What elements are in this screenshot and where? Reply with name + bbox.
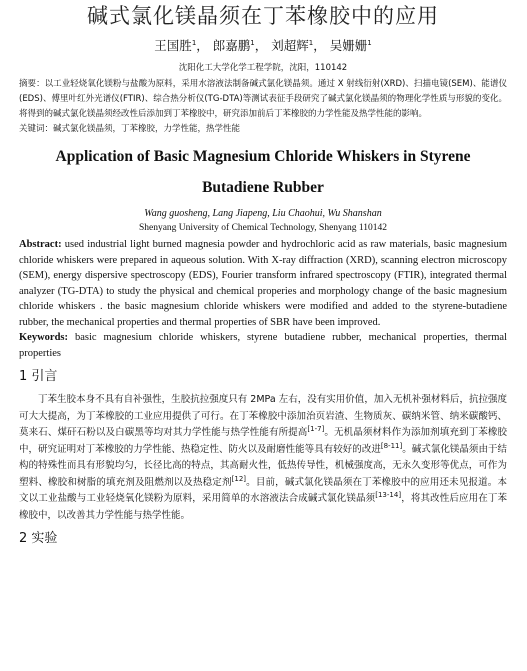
author-1-affil-mark: 1 (191, 38, 197, 47)
author-2: 郎嘉鹏 (212, 38, 251, 53)
section-1-paragraph (19, 392, 507, 524)
author-2-affil-mark: 1 (250, 38, 255, 47)
author-3-affil-mark: 1 (308, 38, 314, 47)
chinese-abstract-label: 摘要： (19, 79, 45, 89)
chinese-keywords-label: 关键词： (19, 124, 54, 134)
author-4: 吴姗姗 (329, 38, 368, 53)
section-1-text-part-1: 丁苯生胶本身不具有自补强性，生胶抗拉强度只有 2MPa 左右，没有实用价值，加入无机补强材料后，抗拉强度可大大提高，为丁苯橡胶的工业应用提供了可行。在丁苯橡胶中添加治页岩渣、生物质灰、碳纳米管、纳米碳酸钙、莫来石、煤矸石粉以及白碳黑等均对其力学性能与热学性能有所提高 (19, 394, 507, 438)
citation-ref-1: [1-7] (307, 424, 325, 433)
english-title-line-1: Application of Basic Magnesium Chloride Whiskers in Styrene (55, 148, 471, 165)
english-authors: Wang guosheng, Lang Jiapeng, Liu Chaohui, Wu Shanshan (144, 208, 382, 219)
author-3: 刘超辉 (271, 38, 309, 53)
section-1-text-part-2: 。无机晶须材料作为添加剂填充到丁苯橡胶中，研究证明对丁苯橡胶的力学性能、热稳定性、防火以及耐磨性能等具有较好的改进 (19, 427, 507, 455)
author-1: 王国胜 (154, 38, 192, 53)
english-affiliation: Shenyang University of Chemical Technology, Shenyang 110142 (138, 223, 388, 233)
citation-ref-3: [12] (231, 474, 247, 483)
english-title-line-2: Butadiene Rubber (202, 179, 324, 196)
chinese-authors: 王国胜$^1$， 郎嘉鹏$^1$， 刘超辉$^1$， 吴姗姗$^1$ (154, 38, 372, 53)
english-keywords-text: basic magnesium chloride whiskers, styrene butadiene rubber, mechanical properties, thermal properties (19, 332, 507, 359)
english-keywords-label: Keywords: (19, 332, 68, 343)
chinese-title: 碱式氯化镁晶须在丁苯橡胶中的应用 (87, 4, 439, 28)
english-abstract-text: used industrial light burned magnesia powder and hydrochloric acid as raw materials, basic magnesium chloride whiskers were prepared in aqueous solution. With X-ray diffraction (XRD), scanning electron microscopy (SEM), energy dispersive spectroscopy (EDS), Fourier transform infrared spectroscopy (FTIR), integrated thermal analyzer (TG-DTA) to study the physical and chemical properies and morphology change of the basic magnesium chloride whiskers . the basic magnesium chloride whiskers were modified and added to the styrene-butadiene rubber, the mechanical properties and thermal properties of SBR have been improved. (19, 239, 507, 328)
chinese-keywords (19, 122, 507, 137)
section-1-text-part-3: 。碱式氯化镁晶须由于结构的特殊性而具有形貌均匀，长径比高的特点，其高耐火性，低热传导性，机械强度高，无永久变形等优点，可作为塑料、橡胶和树脂的填充剂及阻燃剂以及热稳定剂 (19, 443, 507, 488)
section-1-text-part-4: 。目前，碱式氯化镁晶须在丁苯橡胶中的应用还未见报道。本文以工业盐酸与工业轻烧氧化镁粉为原料，采用简单的水溶液法合成碱式氯化镁晶须 (19, 476, 507, 504)
chinese-abstract (19, 77, 507, 122)
author-4-affil-mark: 1 (367, 38, 372, 47)
chinese-abstract-text: 以工业轻烧氧化镁粉与盐酸为原料，采用水溶液法制备碱式氯化镁晶须。通过 X 射线衍射(XRD)、扫描电镜(SEM)、能谱仪(EDS)、傅里叶红外光谱仪(FTIR)、综合热分析仪(TG-DTA)等测试表征手段研究了碱式氯化镁晶须的物理化学性质与形貌的变化。将得到的碱式氯化镁晶须经改性后添加到丁苯橡胶中，研究添加前后丁苯橡胶的力学性能及热学性能的影响。 (19, 79, 507, 119)
english-abstract (19, 237, 507, 330)
paper-page (0, 2, 527, 671)
chinese-affiliation: 沈阳化工大学化学工程学院，沈阳，110142 (178, 63, 348, 73)
english-abstract-label: Abstract: (19, 239, 62, 250)
chinese-keywords-text: 碱式氯化镁晶须，丁苯橡胶，力学性能，热学性能 (53, 124, 241, 134)
section-1-text-part-5: ，将其改性后应用在丁苯橡胶中，以改善其力学性能与热学性能。 (19, 493, 507, 521)
section-2-heading: 2 实验 (19, 531, 58, 546)
english-keywords (19, 330, 507, 361)
citation-ref-4: [13-14] (375, 490, 402, 499)
section-1-heading: 1 引言 (19, 369, 58, 384)
citation-ref-2: [8-11] (380, 441, 403, 450)
